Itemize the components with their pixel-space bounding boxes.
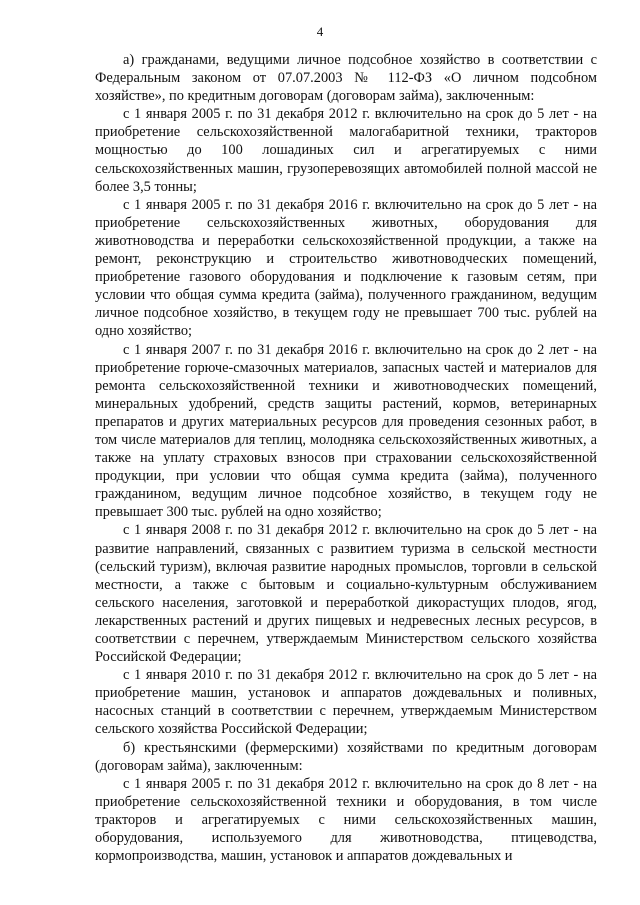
paragraph-2005-2012-machinery: с 1 января 2005 г. по 31 декабря 2012 г. включительно на срок до 5 лет - на приобретение сельскохозяйственной малогабаритной техники, тракторов мощностью до 100 лошадиных сил и агрегатируемых с ними сельскохозяйственных машин, грузоперевозящих автомобилей полной массой не более 3,5 тонны;	[95, 106, 597, 195]
paragraph-2008-2012-tourism: с 1 января 2008 г. по 31 декабря 2012 г. включительно на срок до 5 лет - на развитие направлений, связанных с развитием туризма в сельской местности (сельский туризм), включая развитие народных промыслов, торговли в сельской местности, а также с бытовым и социально-культурным обслуживанием сельского населения, заготовкой и переработкой дикорастущих плодов, ягод, лекарственных растений и других пищевых и недревесных лесных ресурсов, в соответствии с перечнем, утверждаемым Министерством сельского хозяйства Российской Федерации;	[95, 522, 597, 666]
page-number: 4	[316, 24, 324, 39]
paragraph-farms-intro: б) крестьянскими (фермерскими) хозяйствами по кредитным договорам (договорам займа), заключенным:	[95, 739, 597, 774]
paragraph-citizens-intro: а) гражданами, ведущими личное подсобное хозяйство в соответствии с Федеральным законом от 07.07.2003 № 112-ФЗ «О личном подсобном хозяйстве», по кредитным договорам (договорам займа), заключенным:	[95, 52, 597, 105]
paragraph-2007-2016-seasonal: с 1 января 2007 г. по 31 декабря 2016 г. включительно на срок до 2 лет - на приобретение горюче-смазочных материалов, запасных частей и материалов для ремонта сельскохозяйственной техники и животноводческих помещений, минеральных удобрений, средств защиты растений, кормов, ветеринарных препаратов и других материальных ресурсов для проведения сезонных работ, в том числе материалов для теплиц, молодняка сельскохозяйственных животных, а также на уплату страховых взносов при страховании сельскохозяйственной продукции, при условии что общая сумма кредита (займа), полученного гражданином, ведущим личное подсобное хозяйство, в текущем году не превышает 300 тыс. рублей на одно хозяйство;	[95, 341, 597, 521]
paragraph-2010-2012-irrigation: с 1 января 2010 г. по 31 декабря 2012 г. включительно на срок до 5 лет - на приобретение машин, установок и аппаратов дождевальных и поливных, насосных станций в соответствии с перечнем, утверждаемым Министерством сельского хозяйства Российской Федерации;	[95, 667, 597, 738]
paragraph-farms-2005-2012-equipment: с 1 января 2005 г. по 31 декабря 2012 г. включительно на срок до 8 лет - на приобретение сельскохозяйственной техники и оборудования, в том числе тракторов и агрегатируемых с ними сельскохозяйственных машин, оборудования, используемого для животноводства, птицеводства, кормопроизводства, машин, установок и аппаратов дождевальных и	[95, 775, 597, 865]
document-body	[95, 51, 597, 865]
paragraph-2005-2016-livestock: с 1 января 2005 г. по 31 декабря 2016 г. включительно на срок до 5 лет - на приобретение сельскохозяйственных животных, оборудования для животноводства и переработки сельскохозяйственной продукции, а также на ремонт, реконструкцию и строительство животноводческих помещений, приобретение газового оборудования и подключение к газовым сетям, при условии что общая сумма кредита (займа), полученного гражданином, ведущим личное подсобное хозяйство, в текущем году не превышает 700 тыс. рублей на одно хозяйство;	[95, 196, 597, 340]
